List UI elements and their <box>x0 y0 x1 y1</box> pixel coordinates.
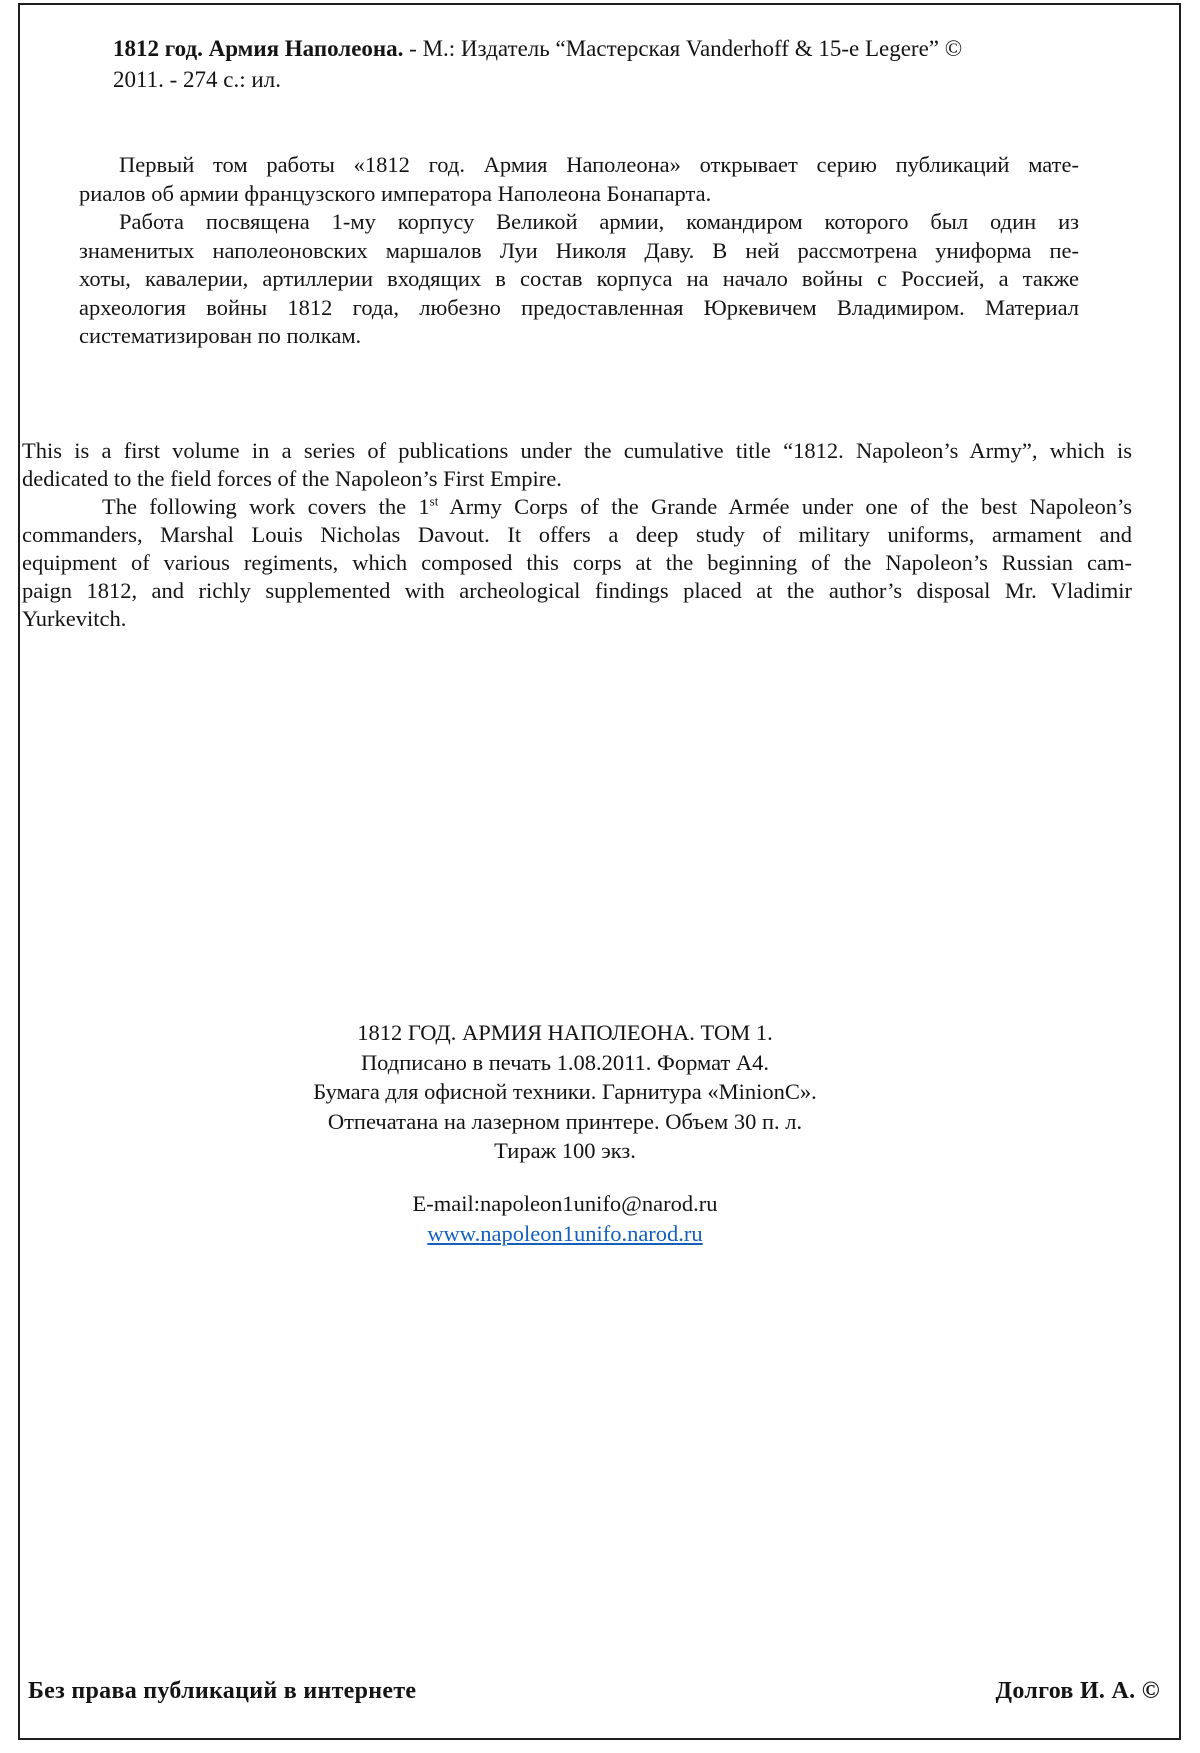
bibliographic-entry <box>113 33 1068 95</box>
footer-author-copyright: Долгов И. А. © <box>995 1678 1160 1704</box>
en-para1-line2: dedicated to the field forces of the Napoleon’s First Empire. <box>22 466 562 491</box>
ru-para1-line2: риалов об армии французского императора Наполеона Бонапарта. <box>79 180 712 206</box>
ru-para2-line1: Работа посвящена 1-му корпусу Великой армии, командиром которого был один из <box>119 209 1079 234</box>
ru-para2-line3: хоты, кавалерии, артиллерии входящих в состав корпуса на начало войны с Россией, а также <box>79 266 1079 291</box>
en-para2-line1 <box>22 493 1132 521</box>
website-link[interactable]: www.napoleon1unifo.narod.ru <box>427 1221 703 1246</box>
en-para2-line1-post: Army Corps of the Grande Armée under one of the best Napoleon’s <box>438 494 1132 519</box>
ru-para1-line1: Первый том работы «1812 год. Армия Наполеона» открывает серию публикаций мате- <box>119 152 1079 177</box>
imprint-title: 1812 ГОД. АРМИЯ НАПОЛЕОНА. ТОМ 1. <box>357 1020 773 1045</box>
footer-rights-notice: Без права публикаций в интернете <box>28 1678 417 1704</box>
book-title: 1812 год. Армия Наполеона. <box>113 36 404 61</box>
email-address: E-mail:napoleon1unifo@narod.ru <box>412 1191 718 1216</box>
en-para2-line2: commanders, Marshal Louis Nicholas Davout. It offers a deep study of military uniforms, armament and <box>22 522 1132 547</box>
en-para2-line5: Yurkevitch. <box>22 606 127 631</box>
imprint-paper-typeface: Бумага для офисной техники. Гарнитура «MinionC». <box>313 1079 817 1104</box>
en-para2-line1-pre: The following work covers the 1 <box>102 494 430 519</box>
bib-line-1 <box>113 33 1068 64</box>
ordinal-superscript: st <box>429 493 439 509</box>
annotation-english <box>22 437 1132 633</box>
bib-publisher-info: - М.: Издатель “Мастерская Vanderhoff & 15-e Legere” © <box>403 36 963 61</box>
imprint-print-date: Подписано в печать 1.08.2011. Формат А4. <box>360 1049 770 1075</box>
en-para2-line4: paign 1812, and richly supplemented with archeological findings placed at the author’s disposal Mr. Vladimir <box>22 578 1132 603</box>
website-line <box>0 1219 1130 1249</box>
contact-block <box>0 1189 1130 1249</box>
en-para2-line3: equipment of various regiments, which composed this corps at the beginning of the Napoleon’s Russian cam- <box>22 550 1132 575</box>
imprint-printer-volume: Отпечатана на лазерном принтере. Объем 30 п. л. <box>327 1108 803 1134</box>
annotation-russian <box>79 151 1079 351</box>
ru-para2-line5: систематизирован по полкам. <box>79 323 362 348</box>
en-para1-line1: This is a first volume in a series of publications under the cumulative title “1812. Napoleon’s Army”, which is <box>22 438 1132 463</box>
imprint-print-run: Тираж 100 экз. <box>494 1138 636 1163</box>
bib-line-2: 2011. - 274 с.: ил. <box>113 67 281 92</box>
ru-para2-line4: археология войны 1812 года, любезно предоставленная Юркевичем Владимиром. Материал <box>79 294 1079 320</box>
ru-para2-line2: знаменитых наполеоновских маршалов Луи Николя Даву. В ней рассмотрена униформа пе- <box>79 237 1079 263</box>
imprint-block <box>0 1018 1130 1166</box>
